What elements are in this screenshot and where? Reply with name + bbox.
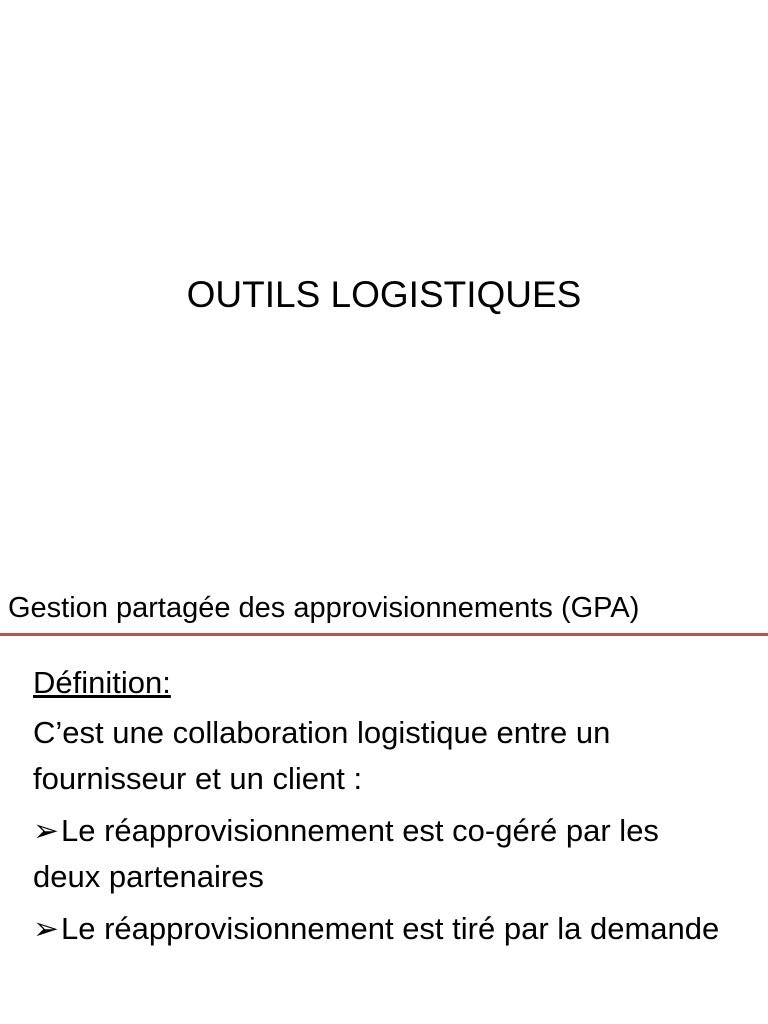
title-divider [0,633,768,636]
slide-title: OUTILS LOGISTIQUES [186,274,582,315]
arrow-bullet-icon: ➢ [33,911,59,946]
bullet-item [33,808,723,900]
bullet-text: Le réapprovisionnement est co-géré par les deux partenaires [33,813,659,894]
arrow-bullet-icon: ➢ [33,813,59,848]
slide-content [33,660,723,958]
definition-text: C’est une collaboration logistique entre un fournisseur et un client : [33,715,611,796]
bullet-text: Le réapprovisionnement est tiré par la demande [60,911,720,946]
definition-heading: Définition: [33,665,171,700]
section-title: Gestion partagée des approvisionnements (GPA) [8,592,640,624]
bullet-item [33,906,723,952]
